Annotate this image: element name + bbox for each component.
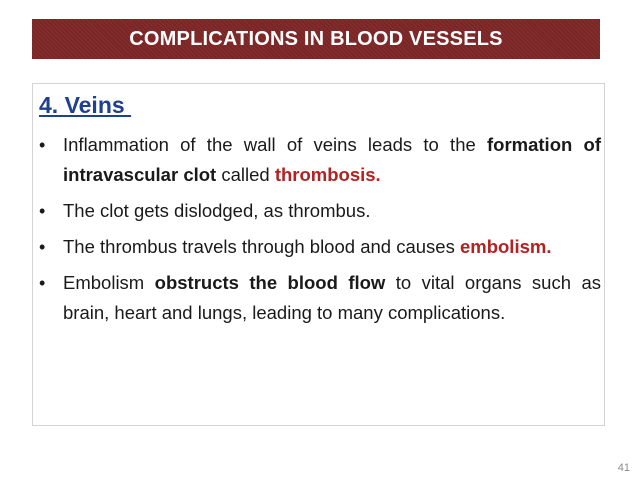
bullet-icon: • (39, 135, 46, 155)
bullet-text-part: Embolism (63, 272, 155, 293)
bullet-item (39, 196, 601, 226)
bullet-text-bold: formation of intravascular clot (63, 134, 601, 185)
bullet-text-part: to vital organs such as brain, heart and lungs, leading to many complications. (63, 272, 601, 323)
bullet-text-part: Inflammation of the wall of veins leads to the (63, 134, 487, 155)
page-number: 41 (617, 462, 630, 474)
bullet-item (39, 268, 601, 328)
bullet-item (39, 130, 601, 190)
bullet-icon: • (39, 201, 46, 221)
title-banner (32, 19, 600, 59)
content-box (32, 83, 605, 426)
slide-title: COMPLICATIONS IN BLOOD VESSELS (129, 27, 503, 50)
bullet-text-part: The clot gets dislodged, as thrombus. (63, 200, 371, 221)
bullet-text-part: The thrombus travels through blood and causes (63, 236, 460, 257)
section-heading: 4. Veins (39, 92, 132, 118)
bullet-text-highlight: embolism. (459, 236, 552, 257)
bullet-text-part: called (216, 164, 275, 185)
bullet-text-highlight: thrombosis. (274, 164, 381, 185)
bullet-item (39, 232, 601, 262)
bullet-icon: • (39, 237, 46, 257)
bullet-list (39, 130, 601, 334)
bullet-text-bold: obstructs the blood flow (154, 272, 386, 293)
bullet-icon: • (39, 273, 46, 293)
